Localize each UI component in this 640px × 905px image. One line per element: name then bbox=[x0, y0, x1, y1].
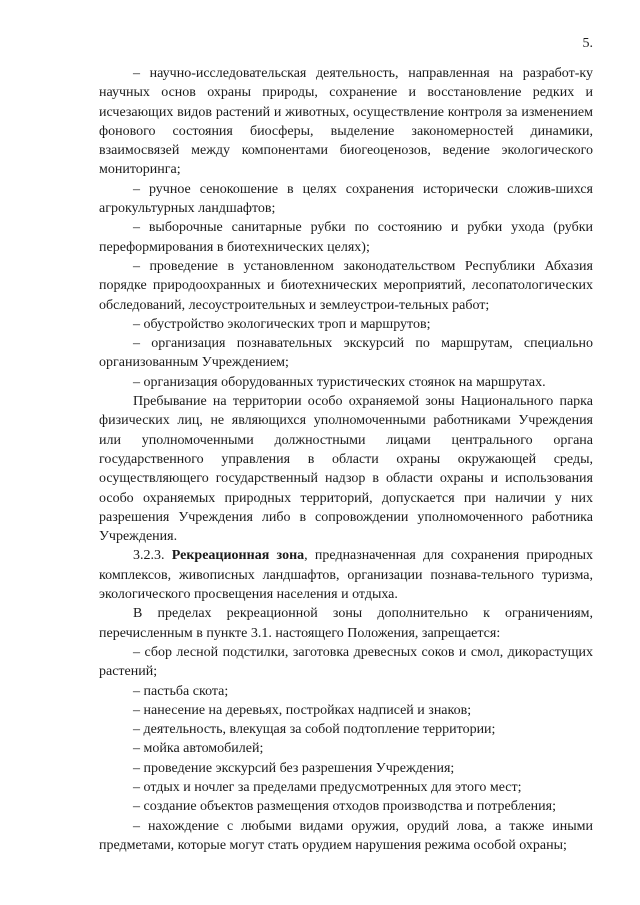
paragraph: – обустройство экологических троп и маршрутов; bbox=[133, 316, 431, 332]
paragraph: – деятельность, влекущая за собой подтопление территории; bbox=[133, 722, 496, 738]
paragraph: – создание объектов размещения отходов производства и потребления; bbox=[133, 799, 556, 815]
paragraph: – проведение в установленном законодательством Республики Абхазия порядке природоохранных и биотехнических мероприятий, лесопатологических обследований, лесоустроительных и землеустрои-тельных работ; bbox=[99, 258, 593, 313]
paragraph: В пределах рекреационной зоны дополнительно к ограничениям, перечисленным в пункте 3.1. настоящего Положения, запрещается: bbox=[99, 606, 593, 641]
paragraph: Пребывание на территории особо охраняемой зоны Национального парка физических лиц, не являющихся уполномоченными работниками Учреждения или уполномоченными должностными лицами центрального органа государственного управления в области охраны окружающей среды, осуществляющего государственный надзор в области охраны и использования особо охраняемых природных территорий, допускается при наличии у них разрешения Учреждения либо в сопровождении уполномоченного работника Учреждения. bbox=[99, 394, 593, 545]
paragraph: – мойка автомобилей; bbox=[133, 741, 264, 757]
paragraph: – пастьба скота; bbox=[133, 683, 229, 699]
paragraph: – организация оборудованных туристических стоянок на маршрутах. bbox=[133, 374, 546, 390]
section-heading: Рекреационная зона bbox=[171, 548, 305, 564]
paragraph: – организация познавательных экскурсий по маршрутам, специально организованным Учреждением; bbox=[99, 336, 593, 371]
paragraph: – проведение экскурсий без разрешения Учреждения; bbox=[133, 760, 455, 776]
paragraph: – нанесение на деревьях, постройках надписей и знаков; bbox=[133, 702, 472, 718]
document-body bbox=[99, 64, 593, 855]
paragraph: – ручное сенокошение в целях сохранения исторически сложив-шихся агрокультурных ландшафтов; bbox=[99, 181, 593, 217]
section-text: , предназначенная для сохранения природных комплексов, живописных ландшафтов, организации познава-тельного туризма, экологического просвещения населения и отдыха. bbox=[99, 548, 594, 603]
paragraph: – отдых и ночлег за пределами предусмотренных для этого мест; bbox=[133, 779, 522, 795]
paragraph: – научно-исследовательская деятельность, направленная на разработ-ку научных основ охраны природы, сохранение и восстановление редких и исчезающих видов растений и животных, осуществление контроля за изменением фонового состояния биосферы, выделение закономерностей динамики, взаимосвязей между компонентами биогеоценозов, ведение экологического мониторинга; bbox=[99, 66, 593, 178]
paragraph: – сбор лесной подстилки, заготовка древесных соков и смол, дикорастущих растений; bbox=[99, 644, 593, 680]
section-paragraph-3-2-3 bbox=[99, 546, 593, 604]
paragraph: – нахождение с любыми видами оружия, орудий лова, а также иными предметами, которые могут стать орудием нарушения режима особой охраны; bbox=[99, 818, 593, 853]
paragraph: – выборочные санитарные рубки по состоянию и рубки ухода (рубки переформирования в биотехнических целях); bbox=[99, 220, 593, 255]
section-number: 3.2.3. bbox=[133, 548, 165, 564]
page-number: 5. bbox=[582, 36, 593, 51]
